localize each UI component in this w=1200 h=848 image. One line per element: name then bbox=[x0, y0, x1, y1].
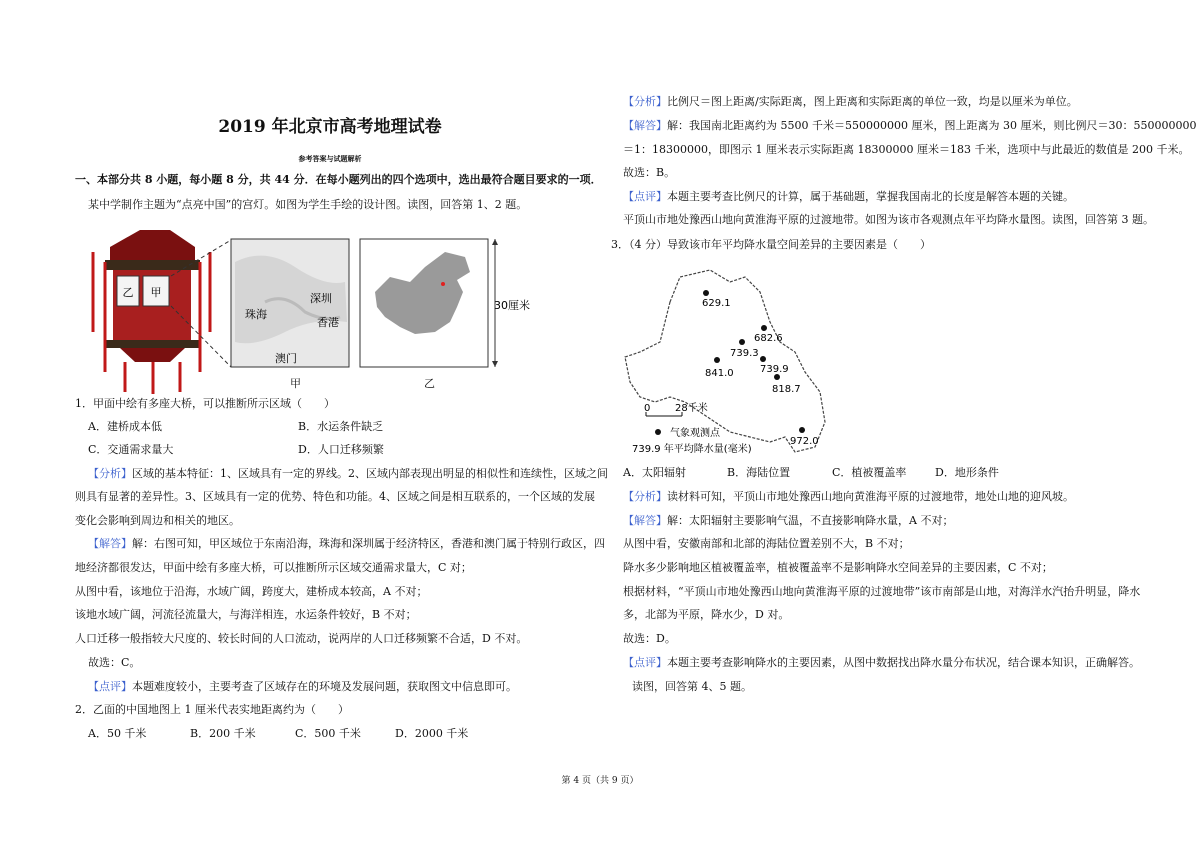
station-value: 682.6 bbox=[754, 333, 783, 344]
station-value: 739.9 bbox=[760, 364, 789, 375]
q1-option-c: C．交通需求量大 bbox=[88, 443, 174, 456]
station-value: 972.0 bbox=[790, 436, 819, 447]
q2-option-a: A．50 千米 bbox=[88, 727, 147, 740]
q2-stem: 2．乙面的中国地图上 1 厘米代表实地距离约为（ ） bbox=[75, 703, 349, 716]
q3-option-a: A．太阳辐射 bbox=[623, 466, 686, 479]
analysis-tag: 【分析】 bbox=[88, 467, 132, 480]
q1-answer-line2: 地经济都很发达，甲面中绘有多座大桥，可以推断所示区域交通需求量大，C 对； bbox=[75, 561, 472, 574]
rainfall-map bbox=[620, 262, 830, 462]
q1-analysis-line3: 变化会影响到周边和相关的地区。 bbox=[75, 514, 240, 527]
lantern-frame-top bbox=[105, 260, 200, 270]
figure-lantern bbox=[85, 222, 530, 397]
q1-answer: 【解答】解：右图可知，甲区域位于东南沿海，珠海和深圳属于经济特区，香港和澳门属于特别行政区，四 bbox=[88, 537, 605, 550]
q3-option-d: D．地形条件 bbox=[935, 466, 999, 479]
q2-choice: 故选：B。 bbox=[623, 166, 676, 179]
station-dot bbox=[703, 290, 709, 296]
q1-stem: 1．甲面中绘有多座大桥，可以推断所示区域（ ） bbox=[75, 397, 335, 410]
q1-comment: 【点评】本题难度较小，主要考查了区域存在的环境及发展问题，获取图文中信息即可。 bbox=[88, 680, 517, 693]
caption-jia: 甲 bbox=[290, 377, 301, 390]
lantern-base bbox=[120, 348, 185, 362]
q1-option-d: D．人口迁移频繁 bbox=[298, 443, 384, 456]
lantern-frame-bottom bbox=[105, 340, 200, 348]
q3-option-b: B．海陆位置 bbox=[727, 466, 791, 479]
page-title: 2019 年北京市高考地理试卷 bbox=[218, 117, 442, 137]
q2-option-b: B．200 千米 bbox=[190, 727, 256, 740]
place-macau: 澳门 bbox=[275, 352, 297, 365]
station-value: 629.1 bbox=[702, 298, 731, 309]
q2-answer: 【解答】解：我国南北距离约为 5500 千米＝550000000 厘米，图上距离为 30 厘米，则比例尺＝30：550000000 bbox=[623, 119, 1197, 132]
q3-answer-line2: 从图中看，安徽南部和北部的海陆位置差别不大，B 不对； bbox=[623, 537, 910, 550]
q1-option-a: A．建桥成本低 bbox=[88, 420, 162, 433]
beijing-marker bbox=[441, 282, 445, 286]
q3-analysis: 【分析】读材料可知，平顶山市地处豫西山地向黄淮海平原的过渡地带，地处山地的迎风坡。 bbox=[623, 490, 1074, 503]
lantern-illustration bbox=[85, 222, 530, 397]
station-value: 739.3 bbox=[730, 348, 759, 359]
legend-dot bbox=[655, 429, 661, 435]
q3-answer-line3: 降水多少影响地区植被覆盖率，植被覆盖率不是影响降水空间差异的主要因素，C 不对； bbox=[623, 561, 1053, 574]
q1-analysis-line2: 则具有显著的差异性。3、区域具有一定的优势、特色和功能。4、区域之间是相互联系的，一个区域的发展 bbox=[75, 490, 595, 503]
station-value: 818.7 bbox=[772, 384, 801, 395]
station-dot bbox=[760, 356, 766, 362]
station-dot bbox=[799, 427, 805, 433]
intro-q4-5: 读图，回答第 4、5 题。 bbox=[632, 680, 752, 693]
section-heading: 一、本部分共 8 小题，每小题 8 分，共 44 分．在每小题列出的四个选项中，选出最符合题目要求的一项． bbox=[75, 173, 602, 186]
q1-answer-line5: 人口迁移一般指较大尺度的、较长时间的人口流动，说两岸的人口迁移频繁不合适，D 不对。 bbox=[75, 632, 528, 645]
q1-option-b: B．水运条件缺乏 bbox=[298, 420, 384, 433]
answer-tag: 【解答】 bbox=[88, 537, 132, 550]
page-footer: 第 4 页（共 9 页） bbox=[561, 776, 639, 786]
q2-analysis: 【分析】比例尺＝图上距离/实际距离，图上距离和实际距离的单位一致，均是以厘米为单位。 bbox=[623, 95, 1078, 108]
comment-tag: 【点评】 bbox=[88, 680, 132, 693]
station-dot bbox=[714, 357, 720, 363]
scale-label: 30厘米 bbox=[494, 299, 530, 312]
station-dot bbox=[761, 325, 767, 331]
q2-answer-line2: ＝1：18300000，即图示 1 厘米表示实际距离 18300000 厘米＝183 千米，选项中与此最近的数值是 200 千米。 bbox=[623, 143, 1190, 156]
q3-choice: 故选：D。 bbox=[623, 632, 676, 645]
q3-comment: 【点评】本题主要考查影响降水的主要因素，从图中数据找出降水量分布状况，结合课本知识，正确解答。 bbox=[623, 656, 1140, 669]
lantern-roof bbox=[110, 230, 195, 262]
q3-option-c: C．植被覆盖率 bbox=[832, 466, 907, 479]
intro-q1-2: 某中学制作主题为“点亮中国”的宫灯。如图为学生手绘的设计图。读图，回答第 1、2 题。 bbox=[88, 198, 528, 211]
place-zhuhai: 珠海 bbox=[245, 308, 267, 321]
q1-analysis: 【分析】区域的基本特征：1、区域具有一定的界线。2、区域内部表现出明显的相似性和连续性，区域之间 bbox=[88, 467, 608, 480]
q2-option-c: C．500 千米 bbox=[295, 727, 361, 740]
q3-answer-line5: 多，北部为平原，降水少，D 对。 bbox=[623, 608, 790, 621]
q3-answer: 【解答】解：太阳辐射主要影响气温，不直接影响降水量，A 不对； bbox=[623, 514, 954, 527]
q1-choice: 故选：C。 bbox=[88, 656, 141, 669]
lantern-label-yi: 乙 bbox=[122, 286, 134, 299]
intro-q3: 平顶山市地处豫西山地向黄淮海平原的过渡地带。如图为该市各观测点年平均降水量图。读图，回答第 3 题。 bbox=[623, 213, 1154, 226]
scale-label: 28千米 bbox=[675, 403, 708, 414]
place-hongkong: 香港 bbox=[317, 316, 339, 329]
q3-answer-line4: 根据材料，“平顶山市地处豫西山地向黄淮海平原的过渡地带”该市南部是山地，对海洋水汽抬升明显，降水 bbox=[623, 585, 1141, 598]
figure-rainfall-map bbox=[620, 262, 830, 462]
scale-zero: 0 bbox=[644, 403, 651, 414]
lantern-label-jia: 甲 bbox=[150, 286, 162, 299]
station-value: 841.0 bbox=[705, 368, 734, 379]
legend-value: 739.9 年平均降水量(毫米) bbox=[632, 444, 752, 455]
station-dot bbox=[739, 339, 745, 345]
legend-station: 气象观测点 bbox=[670, 428, 720, 439]
place-shenzhen: 深圳 bbox=[310, 292, 332, 305]
page-subtitle: 参考答案与试题解析 bbox=[298, 154, 362, 163]
caption-yi: 乙 bbox=[424, 377, 435, 390]
q1-answer-line4: 该地水域广阔，河流径流量大，与海洋相连，水运条件较好，B 不对； bbox=[75, 608, 417, 621]
q1-answer-line3: 从图中看，该地位于沿海，水域广阔，跨度大，建桥成本较高，A 不对； bbox=[75, 585, 428, 598]
q2-option-d: D．2000 千米 bbox=[395, 727, 469, 740]
q3-stem: 3．（4 分）导致该市年平均降水量空间差异的主要因素是（ ） bbox=[611, 238, 931, 251]
q2-comment: 【点评】本题主要考查比例尺的计算，属于基础题，掌握我国南北的长度是解答本题的关键。 bbox=[623, 190, 1074, 203]
